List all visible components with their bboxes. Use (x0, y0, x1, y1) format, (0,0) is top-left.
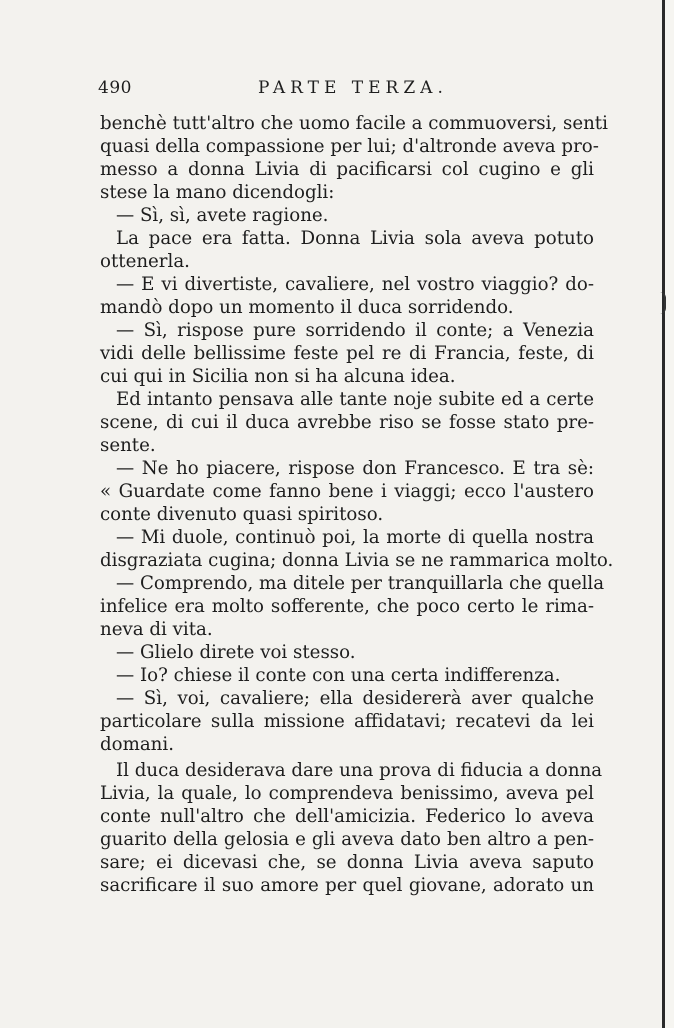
text-line: — Sì, sì, avete ragione. (116, 205, 329, 226)
text-line: guarito della gelosia e gli aveva dato ben altro a pen- (100, 829, 594, 850)
text-line: benchè tutt'altro che uomo facile a commuoversi, senti (100, 113, 608, 134)
text-line: sacrificare il suo amore per quel giovane, adorato un (100, 875, 594, 896)
text-line: vidi delle bellissime feste pel re di Francia, feste, di (100, 343, 594, 364)
page-header (98, 78, 594, 102)
text-line: stese la mano dicendogli: (100, 182, 335, 203)
text-line: « Guardate come fanno bene i viaggi; ecco l'austero (100, 481, 594, 502)
text-line: cui qui in Sicilia non si ha alcuna idea. (100, 366, 456, 387)
text-line: Livia, la quale, lo comprendeva benissimo, aveva pel (100, 783, 594, 804)
text-line: — Mi duole, continuò poi, la morte di quella nostra (116, 527, 594, 548)
text-line: Il duca desiderava dare una prova di fiducia a donna (116, 760, 603, 781)
scan-edge-mark (656, 292, 666, 314)
text-line: disgraziata cugina; donna Livia se ne rammarica molto. (100, 550, 614, 571)
text-line: sente. (100, 435, 156, 456)
text-line: — Io? chiese il conte con una certa indifferenza. (116, 665, 561, 686)
body-text (100, 112, 614, 897)
text-line: — Comprendo, ma ditele per tranquillarla che quella (116, 573, 605, 594)
text-line: — Sì, voi, cavaliere; ella desidererà aver qualche (116, 688, 594, 709)
text-line: conte null'altro che dell'amicizia. Federico lo aveva (100, 806, 594, 827)
scan-edge-margin (665, 0, 674, 1028)
text-line: — Sì, rispose pure sorridendo il conte; a Venezia (116, 320, 594, 341)
text-line: — Glielo direte voi stesso. (116, 642, 356, 663)
page-number: 490 (98, 78, 132, 98)
text-line: conte divenuto quasi spiritoso. (100, 504, 384, 525)
text-line: mandò dopo un momento il duca sorridendo. (100, 297, 514, 318)
running-head: PARTE TERZA. (258, 78, 448, 98)
text-line: particolare sulla missione affidatavi; recatevi da lei (100, 711, 594, 732)
text-line: — E vi divertiste, cavaliere, nel vostro viaggio? do- (116, 274, 594, 295)
text-line: La pace era fatta. Donna Livia sola aveva potuto (116, 228, 594, 249)
text-line: Ed intanto pensava alle tante noje subite ed a certe (116, 389, 594, 410)
text-line: infelice era molto sofferente, che poco certo le rima- (100, 596, 594, 617)
text-line: sare; ei dicevasi che, se donna Livia aveva saputo (100, 852, 594, 873)
text-line: neva di vita. (100, 619, 213, 640)
text-line: ottenerla. (100, 251, 190, 272)
text-line: — Ne ho piacere, rispose don Francesco. E tra sè: (116, 458, 594, 479)
text-line: domani. (100, 734, 174, 755)
text-line: scene, di cui il duca avrebbe riso se fosse stato pre- (100, 412, 594, 433)
text-line: messo a donna Livia di pacificarsi col cugino e gli (100, 159, 594, 180)
text-line: quasi della compassione per lui; d'altronde aveva pro- (100, 136, 599, 157)
